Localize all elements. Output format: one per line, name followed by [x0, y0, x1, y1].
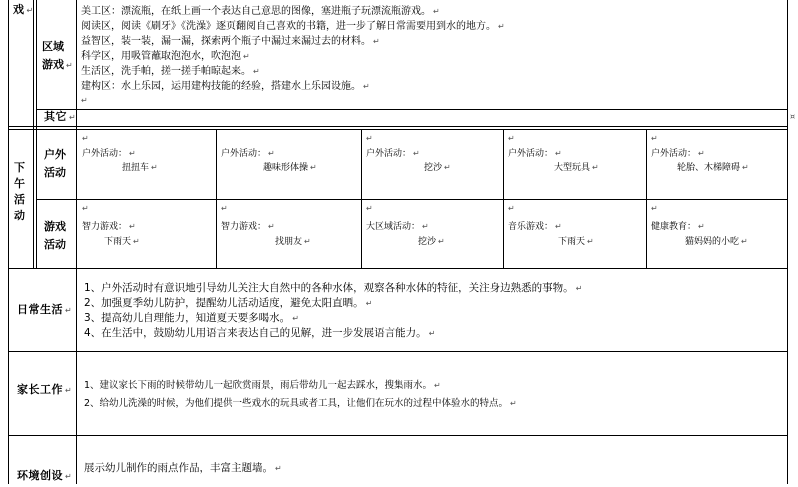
paragraph-mark: ↵ — [65, 472, 73, 481]
paragraph-mark: ↵ — [428, 329, 436, 338]
paragraph-mark: ↵ — [698, 149, 705, 158]
paragraph-mark: ↵ — [592, 163, 599, 172]
game-cell-4 — [504, 200, 645, 267]
daily-line-4: 4、在生活中，鼓励幼儿用语言来表达自己的见解，进一步发展语言能力。 ↵ — [84, 327, 436, 339]
outdoor-cell-title: 户外活动： ↵ — [508, 149, 562, 159]
paragraph-mark: ↵ — [268, 149, 275, 158]
game-cell-title: 大区域活动： ↵ — [366, 222, 429, 232]
paragraph-mark: ↵ — [651, 204, 658, 213]
paragraph-mark: ↵ — [742, 163, 749, 172]
area-line-1: 美工区：漂流瓶，在纸上画一个表达自己意思的图像，塞进瓶子玩漂流瓶游戏。 ↵ — [81, 6, 440, 17]
paragraph-mark: ↵ — [129, 222, 136, 231]
area-line-5: 生活区，洗手帕，搓一搓手帕晾起来。 ↵ — [81, 66, 260, 77]
outdoor-cell-4 — [504, 130, 645, 198]
paragraph-mark: ↵ — [413, 149, 420, 158]
game-cell-value: 挖沙 ↵ — [418, 237, 445, 247]
paragraph-mark: ↵ — [434, 381, 441, 390]
paragraph-mark: ↵ — [555, 222, 562, 231]
paragraph-mark: ↵ — [243, 52, 250, 61]
area-line-2: 阅读区，阅读《刷牙》《洗澡》逐页翻阅自己喜欢的书籍，进一步了解日常需要用到水的地方。 ↵ — [81, 21, 505, 32]
paragraph-mark: ↵ — [366, 204, 373, 213]
paragraph-mark: ↵ — [651, 134, 658, 143]
outdoor-cell-title: 户外活动： ↵ — [221, 149, 275, 159]
parents-line-1: 1、建议家长下雨的时候带幼儿一起欣赏雨景，雨后带幼儿一起去踩水，搜集雨水。 ↵ — [84, 380, 441, 391]
daily-label: 日常生活 ↵ — [17, 303, 73, 316]
outdoor-cell-value: 大型玩具 ↵ — [554, 163, 599, 173]
paragraph-mark: ↵ — [587, 237, 594, 246]
outdoor-cell-value: 轮胎、木梯障碍 ↵ — [677, 163, 749, 173]
paragraph-mark: ↵ — [65, 386, 73, 395]
paragraph-mark: ↵ — [498, 22, 505, 31]
afternoon-char-1: 下 — [14, 161, 25, 174]
outdoor-label — [44, 146, 66, 182]
paragraph-mark: ↵ — [366, 134, 373, 143]
outdoor-cell-1 — [78, 130, 215, 198]
parents-line-2: 2、给幼儿洗澡的时候，为他们提供一些戏水的玩具或者工具，让他们在玩水的过程中体验水的特点。 ↵ — [84, 398, 517, 409]
paragraph-mark: ↵ — [133, 237, 140, 246]
game-cell-value: 下雨天 ↵ — [104, 237, 140, 247]
paragraph-mark: ↵ — [508, 134, 515, 143]
other-label: 其它 ↵ — [44, 110, 77, 123]
paragraph-mark: ↵ — [221, 204, 228, 213]
paragraph-mark: ↵ — [575, 284, 583, 293]
outdoor-cell-title: 户外活动： ↵ — [366, 149, 420, 159]
paragraph-mark: ↵ — [129, 149, 136, 158]
paragraph-mark: ↵ — [698, 222, 705, 231]
area-games-label-line-1: 区域 — [42, 40, 64, 53]
outdoor-cell-title: 户外活动： ↵ — [82, 149, 136, 159]
paragraph-mark: ↵ — [275, 464, 282, 473]
outdoor-label-line-2: 活动 — [44, 166, 66, 179]
outdoor-cell-value: 扭扭车 ↵ — [122, 163, 158, 173]
game-cell-title: 音乐游戏： ↵ — [508, 222, 562, 232]
outdoor-cell-3 — [362, 130, 502, 198]
outdoor-label-line-1: 户外 — [44, 148, 66, 161]
paragraph-mark: ↵ — [741, 237, 748, 246]
env-line-1: 展示幼儿制作的雨点作品，丰富主题墙。 ↵ — [84, 462, 282, 474]
daily-line-1: 1、户外活动时有意识地引导幼儿关注大自然中的各种水体，观察各种水体的特征，关注身边熟悉的事物。 ↵ — [84, 282, 583, 294]
paragraph-mark: ↵ — [66, 61, 73, 70]
game-cell-value: 猫妈妈的小吃 ↵ — [685, 237, 748, 247]
paragraph-mark: ↵ — [69, 113, 77, 122]
games-label-line-1: 游戏 — [44, 220, 66, 233]
paragraph-mark: ↵ — [365, 299, 373, 308]
afternoon-char-3: 活 — [14, 193, 25, 206]
paragraph-mark: ↵ — [444, 163, 451, 172]
game-cell-value: 找朋友 ↵ — [275, 237, 311, 247]
game-cell-title: 智力游戏： ↵ — [82, 222, 136, 232]
paragraph-mark: ↵ — [304, 237, 311, 246]
paragraph-mark: ↵ — [422, 222, 429, 231]
area-line-4: 科学区，用吸管蘸取泡泡水，吹泡泡 ↵ — [81, 51, 250, 62]
area-games-label — [42, 38, 74, 75]
outdoor-cell-2 — [217, 130, 360, 198]
game-cell-title: 智力游戏： ↵ — [221, 222, 275, 232]
daily-line-3: 3、提高幼儿自理能力，知道夏天要多喝水。 ↵ — [84, 312, 299, 324]
paragraph-mark: ↵ — [268, 222, 275, 231]
outdoor-cell-title: 户外活动： ↵ — [651, 149, 705, 159]
env-label: 环境创设 ↵ — [17, 469, 73, 482]
afternoon-char-4: 动 — [14, 209, 25, 222]
row-label-games — [13, 0, 34, 21]
paragraph-mark: ↵ — [310, 163, 317, 172]
area-line-3: 益智区，装一装，漏一漏，探索两个瓶子中漏过来漏过去的材料。 ↵ — [81, 36, 380, 47]
game-cell-value: 下雨天 ↵ — [558, 237, 594, 247]
parents-label: 家长工作 ↵ — [17, 383, 73, 396]
daily-line-2: 2、加强夏季幼儿防护，提醒幼儿活动适度，避免太阳直晒。 ↵ — [84, 297, 373, 309]
paragraph-mark: ↵ — [433, 7, 440, 16]
outdoor-cell-value: 趣味形体操 ↵ — [263, 163, 317, 173]
paragraph-mark: ↵ — [26, 6, 34, 15]
paragraph-mark: ↵ — [253, 67, 260, 76]
paragraph-mark: ↵ — [510, 399, 517, 408]
paragraph-mark: ↵ — [292, 314, 299, 323]
paragraph-mark: ↵ — [438, 237, 445, 246]
paragraph-mark: ↵ — [363, 82, 370, 91]
games-label — [44, 218, 66, 254]
row-label-games-text: 戏 — [13, 3, 25, 16]
paragraph-mark: ↵ — [373, 37, 380, 46]
paragraph-mark: ↵ — [82, 204, 89, 213]
paragraph-mark: ↵ — [65, 306, 73, 315]
game-cell-5 — [647, 200, 786, 267]
afternoon-char-2: 午 — [14, 177, 25, 190]
paragraph-mark: ↵ — [82, 134, 89, 143]
outdoor-cell-5 — [647, 130, 786, 198]
cell-end-mark: ¤ — [790, 112, 796, 121]
afternoon-label — [14, 160, 32, 224]
paragraph-mark: ↵ — [555, 149, 562, 158]
paragraph-mark: ↵ — [81, 96, 88, 105]
area-games-label-line-2: 游戏 ↵ — [42, 58, 73, 71]
game-cell-2 — [217, 200, 360, 267]
paragraph-mark: ↵ — [151, 163, 158, 172]
area-line-6: 建构区：水上乐园，运用建构技能的经验，搭建水上乐园设施。 ↵ — [81, 81, 370, 92]
game-cell-3 — [362, 200, 502, 267]
game-cell-title: 健康教育： ↵ — [651, 222, 705, 232]
game-cell-1 — [78, 200, 215, 267]
paragraph-mark: ↵ — [508, 204, 515, 213]
outdoor-cell-value: 挖沙 ↵ — [424, 163, 451, 173]
games-label-line-2: 活动 — [44, 238, 66, 251]
